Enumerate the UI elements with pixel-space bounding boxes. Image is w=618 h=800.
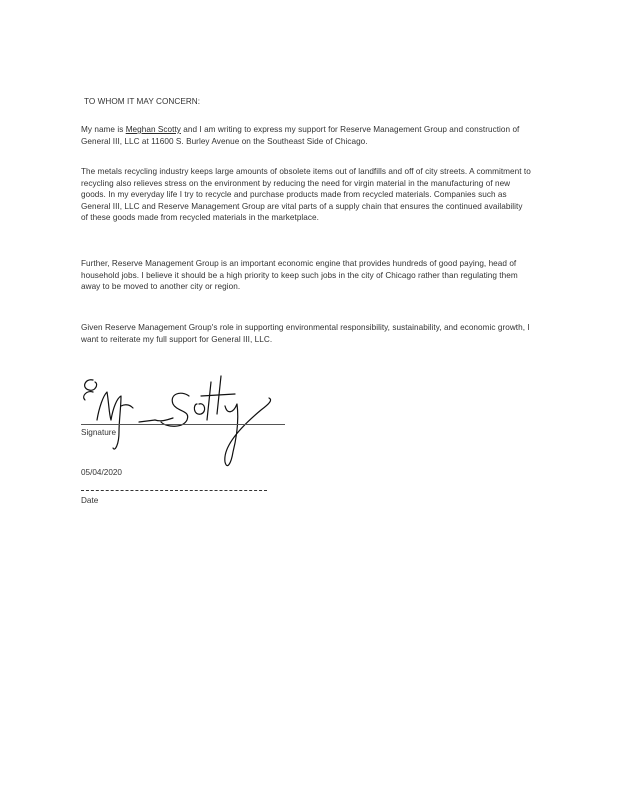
- salutation: TO WHOM IT MAY CONCERN:: [84, 97, 201, 106]
- paragraph-closing: Given Reserve Management Group's role in supporting environmental responsibility, sustainability, and economic growth, I want to reiterate my full support for General III, LLC.: [81, 323, 530, 344]
- date-value: 05/04/2020: [81, 468, 122, 477]
- date-line: [81, 490, 267, 491]
- author-name: Meghan Scotty: [125, 125, 181, 134]
- signature-label: Signature: [81, 428, 117, 437]
- date-label: Date: [81, 496, 99, 505]
- paragraph-intro: [81, 124, 531, 147]
- signature-line: [81, 424, 285, 425]
- intro-lead-text: My name is: [81, 125, 126, 134]
- paragraph-economic: Further, Reserve Management Group is an important economic engine that provides hundreds of good paying, head of household jobs. I believe it should be a high priority to keep such jobs in the city of Chicago rather than regulating them away to be moved to another city or region.: [81, 259, 518, 292]
- paragraph-recycling: The metals recycling industry keeps large amounts of obsolete items out of landfills and off of city streets. A commitment to recycling also relieves stress on the environment by reducing the need for virgin material in the manufacturing of new goods. In my everyday life I try to recycle and purchase products made from recycled materials. Companies such as General III, LLC and Reserve Management Group are vital parts of a supply chain that ensures the continued availability of these goods made from recycled materials in the marketplace.: [81, 167, 531, 223]
- intro-rest-text: and I am writing to express my support for Reserve Management Group and construction of General III, LLC at 11600 S. Burley Avenue on the Southeast Side of Chicago.: [81, 125, 520, 146]
